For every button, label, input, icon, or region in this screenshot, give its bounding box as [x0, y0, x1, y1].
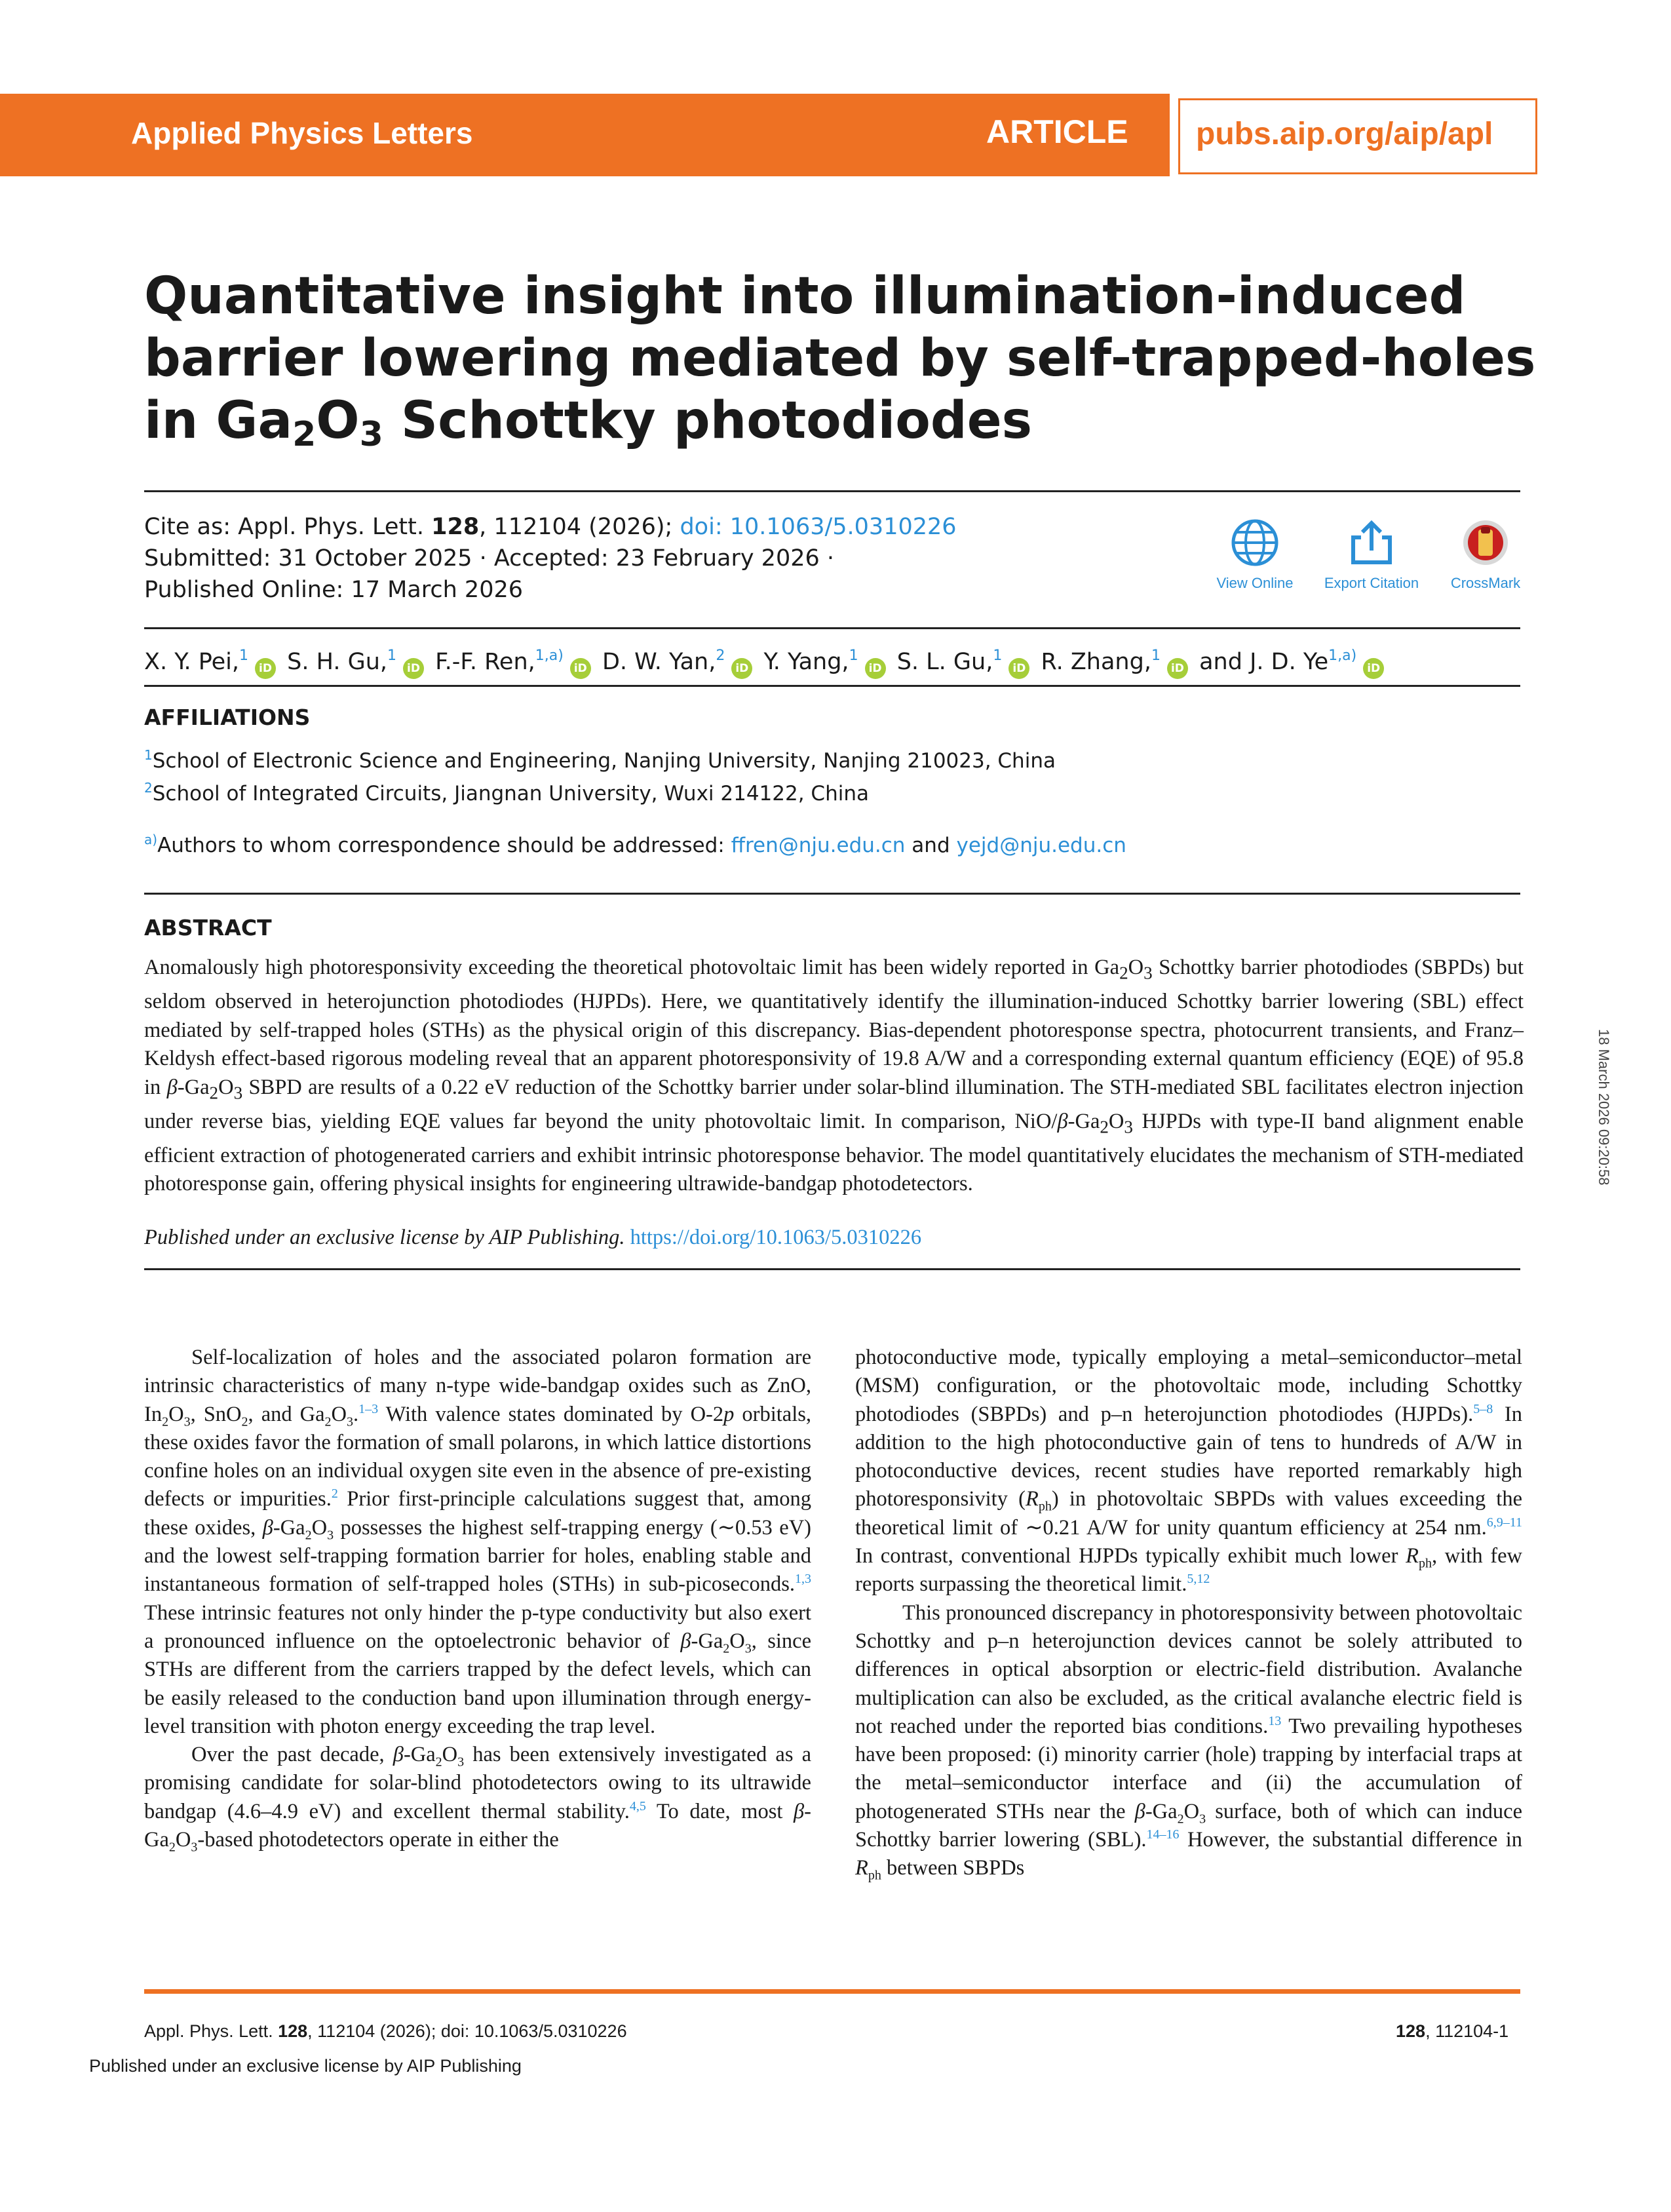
paragraph: Over the past decade, $\beta-Ga_2O_3$ has been extensively investigated as a promising candidate for solar-blind photodetectors owing to its ultrawide bandgap (4.6–4.9 eV) and excellent thermal stability.$^{4,5}$ To date, most $\beta-Ga_2O_3$-based photodetectors operate in either the — [144, 1743, 811, 1855]
paragraph: This pronounced discrepancy in photoresponsivity between photovoltaic Schottky and p–n heterojunction devices cannot be solely attributed to differences in optical absorption or electric-field distribution. Avalanche multiplication can also be excluded, as the critical avalanche electric field is not reached under the reported bias conditions.$^{13}$ Two prevailing hypotheses have been proposed: (i) minority carrier (hole) trapping by interfacial traps at the metal–semiconductor interface and (ii) the accumulation of photogenerated STHs near the $\beta-Ga_2O_3$ surface, both of which can induce Schottky barrier lowering (SBL).$^{14-16}$ However, the substantial difference in $R_{ph}$ between SBPDs — [855, 1601, 1523, 1883]
author-name: R. Zhang, — [1041, 649, 1151, 675]
title-line-3: in $Ga_2O_3$ Schottky photodiodes — [144, 391, 1033, 454]
view-online-button[interactable] — [1206, 518, 1304, 592]
journal-name: Applied Physics Letters — [131, 116, 473, 150]
orcid-icon[interactable]: iD — [1363, 658, 1384, 679]
page-number: 128, 112104-1 — [1396, 2021, 1509, 2041]
body-column-right — [855, 1344, 1522, 1883]
paragraph: Self-localization of holes and the associated polaron formation are intrinsic characteristics of many n-type wide-bandgap oxides such as ZnO, $In_2O_3$, SnO$_2$, and $Ga_2O_3.^{1-3}$ With valence states dominated by O-2p orbitals, these oxides favor the formation of small polarons, in which lattice distortions confine holes on an individual oxygen site even in the absence of pre-existing defects or impurities.$^2$ Prior first-principle calculations suggest that, among these oxides, $\beta-Ga_2O_3$ possesses the highest self-trapping energy (∼0.53 eV) and the lowest self-trapping formation barrier for holes, enabling stable and instantaneous formation of self-trapped holes (STHs) in sub-picoseconds.$^{1,3}$ These intrinsic features not only hinder the p-type conductivity but also exert a pronounced influence on the optoelectronic behavior of $\beta-Ga_2O_3$, since STHs are different from the carriers trapped by the defect levels, which can be easily released to the conduction band upon illumination through energy-level transition with photon energy exceeding the trap level. — [144, 1346, 812, 1738]
globe-icon — [1230, 518, 1280, 568]
affiliation-1: $^1$School of Electronic Science and Engineering, Nanjing University, Nanjing 210023, China — [144, 747, 1056, 773]
author-name: and J. D. Ye — [1199, 649, 1329, 675]
export-icon — [1347, 518, 1396, 568]
orcid-icon[interactable]: iD — [255, 658, 276, 679]
submission-dates: Submitted: 31 October 2025 · Accepted: 23 February 2026 · — [144, 545, 835, 572]
body-column-left — [144, 1344, 811, 1854]
orcid-icon[interactable]: iD — [1167, 658, 1188, 679]
author-name: S. H. Gu, — [287, 649, 388, 675]
published-online: Published Online: 17 March 2026 — [144, 577, 523, 603]
journal-url-link[interactable]: pubs.aip.org/aip/apl — [1196, 117, 1493, 151]
orcid-icon[interactable]: iD — [731, 658, 752, 679]
author-name: F.-F. Ren, — [435, 649, 535, 675]
orcid-icon[interactable]: iD — [403, 658, 424, 679]
orcid-icon[interactable]: iD — [570, 658, 591, 679]
title-line-2: barrier lowering mediated by self-trapped-holes — [144, 329, 1536, 388]
affiliation-2: $^2$School of Integrated Circuits, Jiangnan University, Wuxi 214122, China — [144, 780, 869, 805]
author-name: X. Y. Pei, — [144, 649, 240, 675]
paragraph: photoconductive mode, typically employing a metal–semiconductor–metal (MSM) configuration, or the photovoltaic mode, including Schottky photodiodes (SBPDs) and p–n heterojunction photodiodes (HJPDs).$^{5-8}$ In addition to the high photoconductive gain of tens to hundreds of A/W in photoconductive devices, recent studies have reported remarkably high photoresponsivity $(R_{ph})$ in photovoltaic SBPDs with values exceeding the theoretical limit of ∼0.21 A/W for unity quantum efficiency at 254 nm.$^{6,9-11}$ In contrast, conventional HJPDs typically exhibit much lower $R_{ph}$, with few reports surpassing the theoretical limit.$^{5,12}$ — [855, 1346, 1523, 1597]
affiliations-heading: AFFILIATIONS — [144, 705, 311, 730]
view-online-label: View Online — [1216, 575, 1294, 591]
footer-license: Published under an exclusive license by AIP Publishing — [89, 2056, 522, 2076]
export-citation-label: Export Citation — [1324, 575, 1419, 591]
crossmark-label: CrossMark — [1450, 575, 1521, 591]
author-list: X. Y. Pei,$^1$iD S. H. Gu,$^1$iD F.-F. Ren,$^{1,a)}$iD D. W. Yan,$^2$iD Y. Yang,$^1$iD S. L. Gu,$^1$iD R. Zhang,$^1$iD and J. D. Ye$^{1,a)}$iD — [144, 646, 1553, 679]
author-name: D. W. Yan, — [602, 649, 716, 675]
divider — [144, 893, 1520, 895]
doi-link[interactable]: https://doi.org/10.1063/5.0310226 — [630, 1226, 922, 1249]
footer-rule — [144, 1989, 1520, 1994]
divider — [144, 1268, 1520, 1270]
footer-citation: Appl. Phys. Lett. 128, 112104 (2026); doi: 10.1063/5.0310226 — [144, 2021, 627, 2041]
abstract-text: Anomalously high photoresponsivity exceeding the theoretical photovoltaic limit has been widely reported in $Ga_2O_3$ Schottky barrier photodiodes (SBPDs) but seldom observed in heterojunction photodiodes (HJPDs). Here, we quantitatively identify the illumination-induced Schottky barrier lowering (SBL) effect mediated by self-trapped holes (STHs) as the physical origin of this discrepancy. Bias-dependent photoresponse spectra, photocurrent transients, and Franz–Keldysh effect-based rigorous modeling reveal that an apparent photoresponsivity of 19.8 A/W and a corresponding external quantum efficiency (EQE) of 95.8 in $\beta-Ga_2O_3$ SBPD are results of a 0.22 eV reduction of the Schottky barrier under solar-blind illumination. The STH-mediated SBL facilitates electron injection under reverse bias, yielding EQE values far beyond the unity photovoltaic limit. In comparison, NiO/$\beta-Ga_2O_3$ HJPDs with type-II band alignment enable efficient extraction of photogenerated carriers and exhibit intrinsic photoresponse behavior. The model quantitatively elucidates the mechanism of STH-mediated photoresponse gain, offering physical insights for engineering ultrawide-bandgap photodetectors. — [144, 956, 1524, 1195]
crossmark-button[interactable] — [1436, 518, 1535, 592]
license-statement: Published under an exclusive license by AIP Publishing. https://doi.org/10.1063/5.0310226 — [144, 1226, 922, 1249]
export-citation-button[interactable] — [1322, 518, 1421, 592]
author-name: Y. Yang, — [763, 649, 849, 675]
email-link[interactable]: yejd@nju.edu.cn — [956, 834, 1126, 857]
article-type: ARTICLE — [986, 113, 1128, 150]
email-link[interactable]: ffren@nju.edu.cn — [731, 834, 906, 857]
abstract-heading: ABSTRACT — [144, 915, 272, 941]
orcid-icon[interactable]: iD — [865, 658, 886, 679]
author-name: S. L. Gu, — [896, 649, 993, 675]
divider — [144, 490, 1520, 492]
download-timestamp: 18 March 2026 09:20:58 — [1596, 1029, 1612, 1186]
crossmark-icon — [1461, 518, 1510, 568]
orcid-icon[interactable]: iD — [1008, 658, 1029, 679]
title-line-1: Quantitative insight into illumination-induced — [144, 267, 1466, 326]
citation-block: Cite as: Appl. Phys. Lett. 128, 112104 (2026); doi: 10.1063/5.0310226 Submitted: 31 October 2025 · Accepted: 23 February 2026 · Published Online: 17 March 2026 — [144, 511, 1127, 606]
doi-link[interactable]: doi: 10.1063/5.0310226 — [680, 514, 957, 540]
divider — [144, 627, 1520, 629]
correspondence: $^{a)}$Authors to whom correspondence should be addressed: ffren@nju.edu.cn and yejd@nju.edu.cn — [144, 832, 1126, 857]
divider — [144, 685, 1520, 687]
article-title — [144, 265, 1553, 452]
